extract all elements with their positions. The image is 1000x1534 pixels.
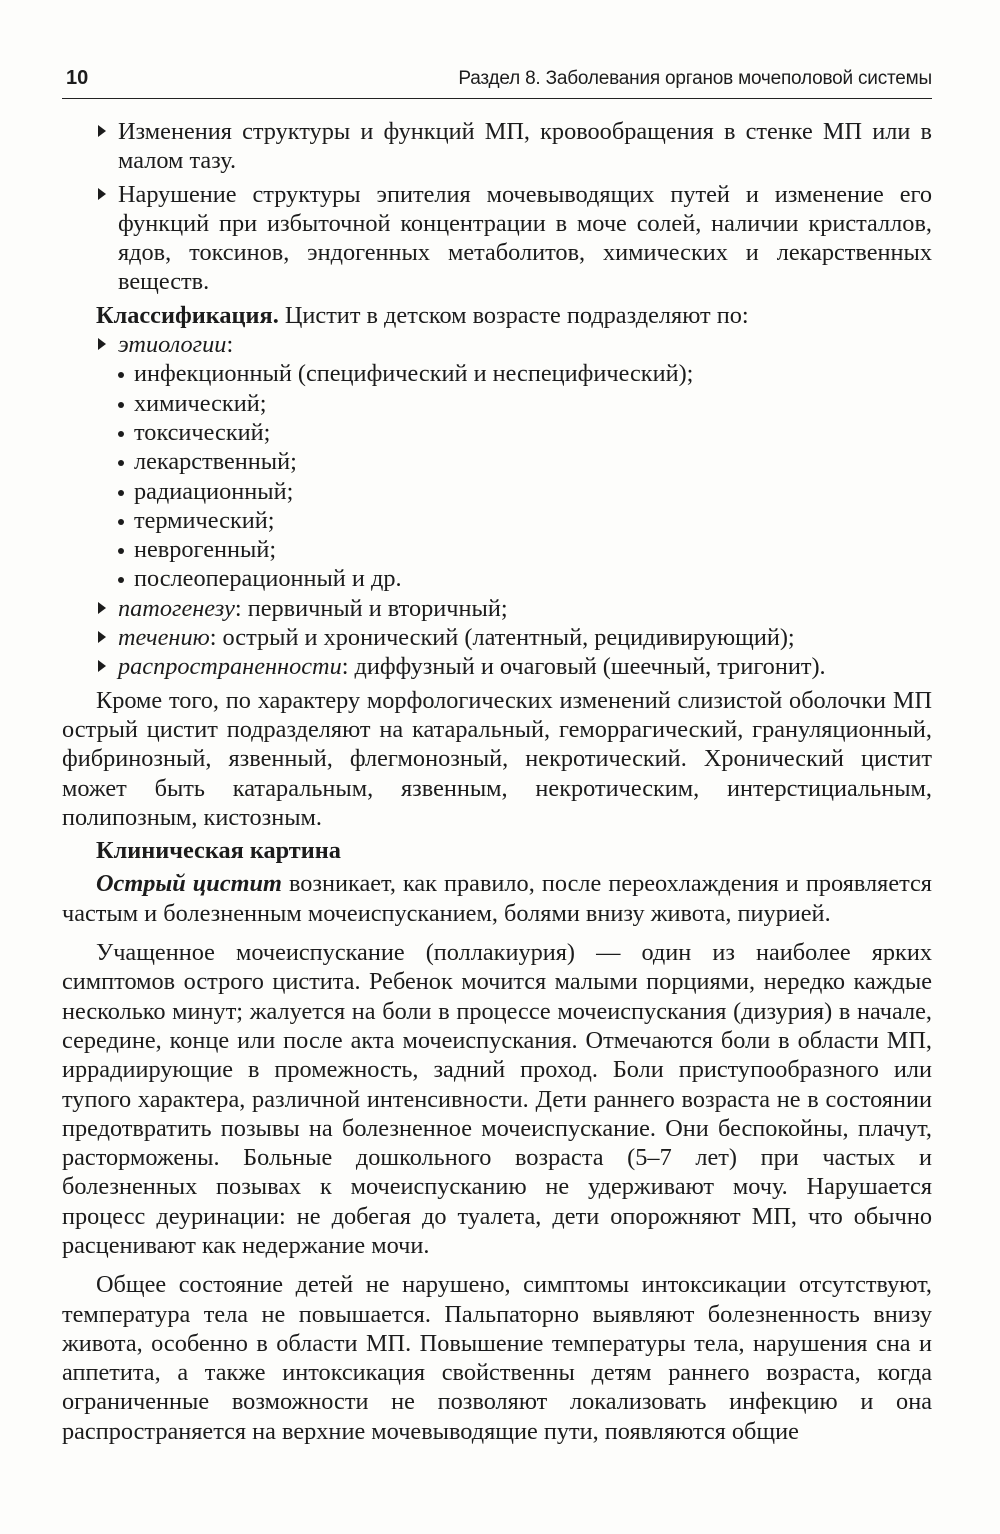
triangle-bullet-icon (98, 660, 106, 672)
triangle-bullet-icon (98, 602, 106, 614)
etiology-subitem: послеоперационный и др. (62, 564, 932, 593)
dot-bullet-icon (118, 372, 124, 378)
etiology-subitem: токсический; (62, 418, 932, 447)
running-head: Раздел 8. Заболевания органов мочеполовой системы (458, 68, 932, 89)
classification-heading (62, 301, 932, 330)
triangle-bullet-icon (98, 188, 106, 200)
etiology-item: этиологии: (62, 330, 932, 359)
etiology-subitem: химический; (62, 389, 932, 418)
page-number: 10 (66, 67, 89, 89)
triangle-bullet-icon (98, 631, 106, 643)
dot-bullet-icon (118, 402, 124, 408)
etiology-subitem: термический; (62, 506, 932, 535)
general-state-paragraph: Общее состояние детей не нарушено, симптомы интоксикации отсутствуют, температура тела не повышается. Пальпаторно выявляют болезненность внизу живота, особенно в области МП. Повышение температуры тела, нарушения сна и аппетита, а также интоксикация свойственны детям раннего возраста, когда ограниченные возможности не позволяют локализовать инфекцию и она распространяется на верхние мочевыводящие пути, появляются общие (62, 1271, 932, 1445)
classification-label: Классификация. (96, 301, 279, 329)
pathogenesis-item: патогенезу: первичный и вторичный; (62, 594, 932, 623)
morphology-paragraph: Кроме того, по характеру морфологических изменений слизистой оболочки МП острый цистит подразделяют на катаральный, геморрагический, грануляционный, фибринозный, язвенный, флегмонозный, некротический. Хронический цистит может быть катаральным, язвенным, некротическим, интерстициальным, полипозным, кистозным. (62, 686, 932, 831)
clinical-heading: Клиническая картина (96, 837, 341, 865)
etiology-subitem: лекарственный; (62, 447, 932, 476)
dot-bullet-icon (118, 548, 124, 554)
etiology-subitem: неврогенный; (62, 535, 932, 564)
acute-cystitis-paragraph: Острый цистит возникает, как правило, после переохлаждения и проявляется частым и болезненным мочеиспусканием, болями внизу живота, пиурией. (62, 870, 932, 927)
classification-intro: Цистит в детском возрасте подразделяют по: (284, 301, 749, 329)
acute-cystitis-term: Острый цистит (96, 870, 282, 898)
dot-bullet-icon (118, 519, 124, 525)
spread-item: распространенности: диффузный и очаговый (шеечный, тригонит). (62, 652, 932, 681)
list-item: Нарушение структуры эпителия мочевыводящих путей и изменение его функций при избыточной концентрации в моче солей, наличии кристаллов, ядов, токсинов, эндогенных метаболитов, химических и лекарственных веществ. (62, 180, 932, 297)
triangle-bullet-icon (98, 338, 106, 350)
dot-bullet-icon (118, 460, 124, 466)
dot-bullet-icon (118, 490, 124, 496)
page-body (62, 117, 932, 1446)
dot-bullet-icon (118, 431, 124, 437)
page-header (62, 64, 932, 99)
course-item: течению: острый и хронический (латентный, рецидивирующий); (62, 623, 932, 652)
etiology-subitem: радиационный; (62, 477, 932, 506)
etiology-subitem: инфекционный (специфический и неспецифический); (62, 359, 932, 388)
dot-bullet-icon (118, 577, 124, 583)
list-item: Изменения структуры и функций МП, кровообращения в стенке МП или в малом тазу. (62, 117, 932, 176)
symptoms-paragraph: Учащенное мочеиспускание (поллакиурия) — один из наиболее ярких симптомов острого цистита. Ребенок мочится малыми порциями, нередко каждые несколько минут; жалуется на боли в процессе мочеиспускания (дизурия) в начале, середине, конце или после акта мочеиспускания. Отмечаются боли в области МП, иррадиирующие в промежность, задний проход. Боли приступообразного или тупого характера, различной интенсивности. Дети раннего возраста не в состоянии предотвратить позывы на болезненное мочеиспускание. Они беспокойны, плачут, расторможены. Больные дошкольного возраста (5–7 лет) при частых и болезненных позывах к мочеиспусканию не удерживают мочу. Нарушается процесс деуринации: не добегая до туалета, дети опорожняют МП, что обычно расценивают как недержание мочи. (62, 939, 932, 1259)
triangle-bullet-icon (98, 125, 106, 137)
